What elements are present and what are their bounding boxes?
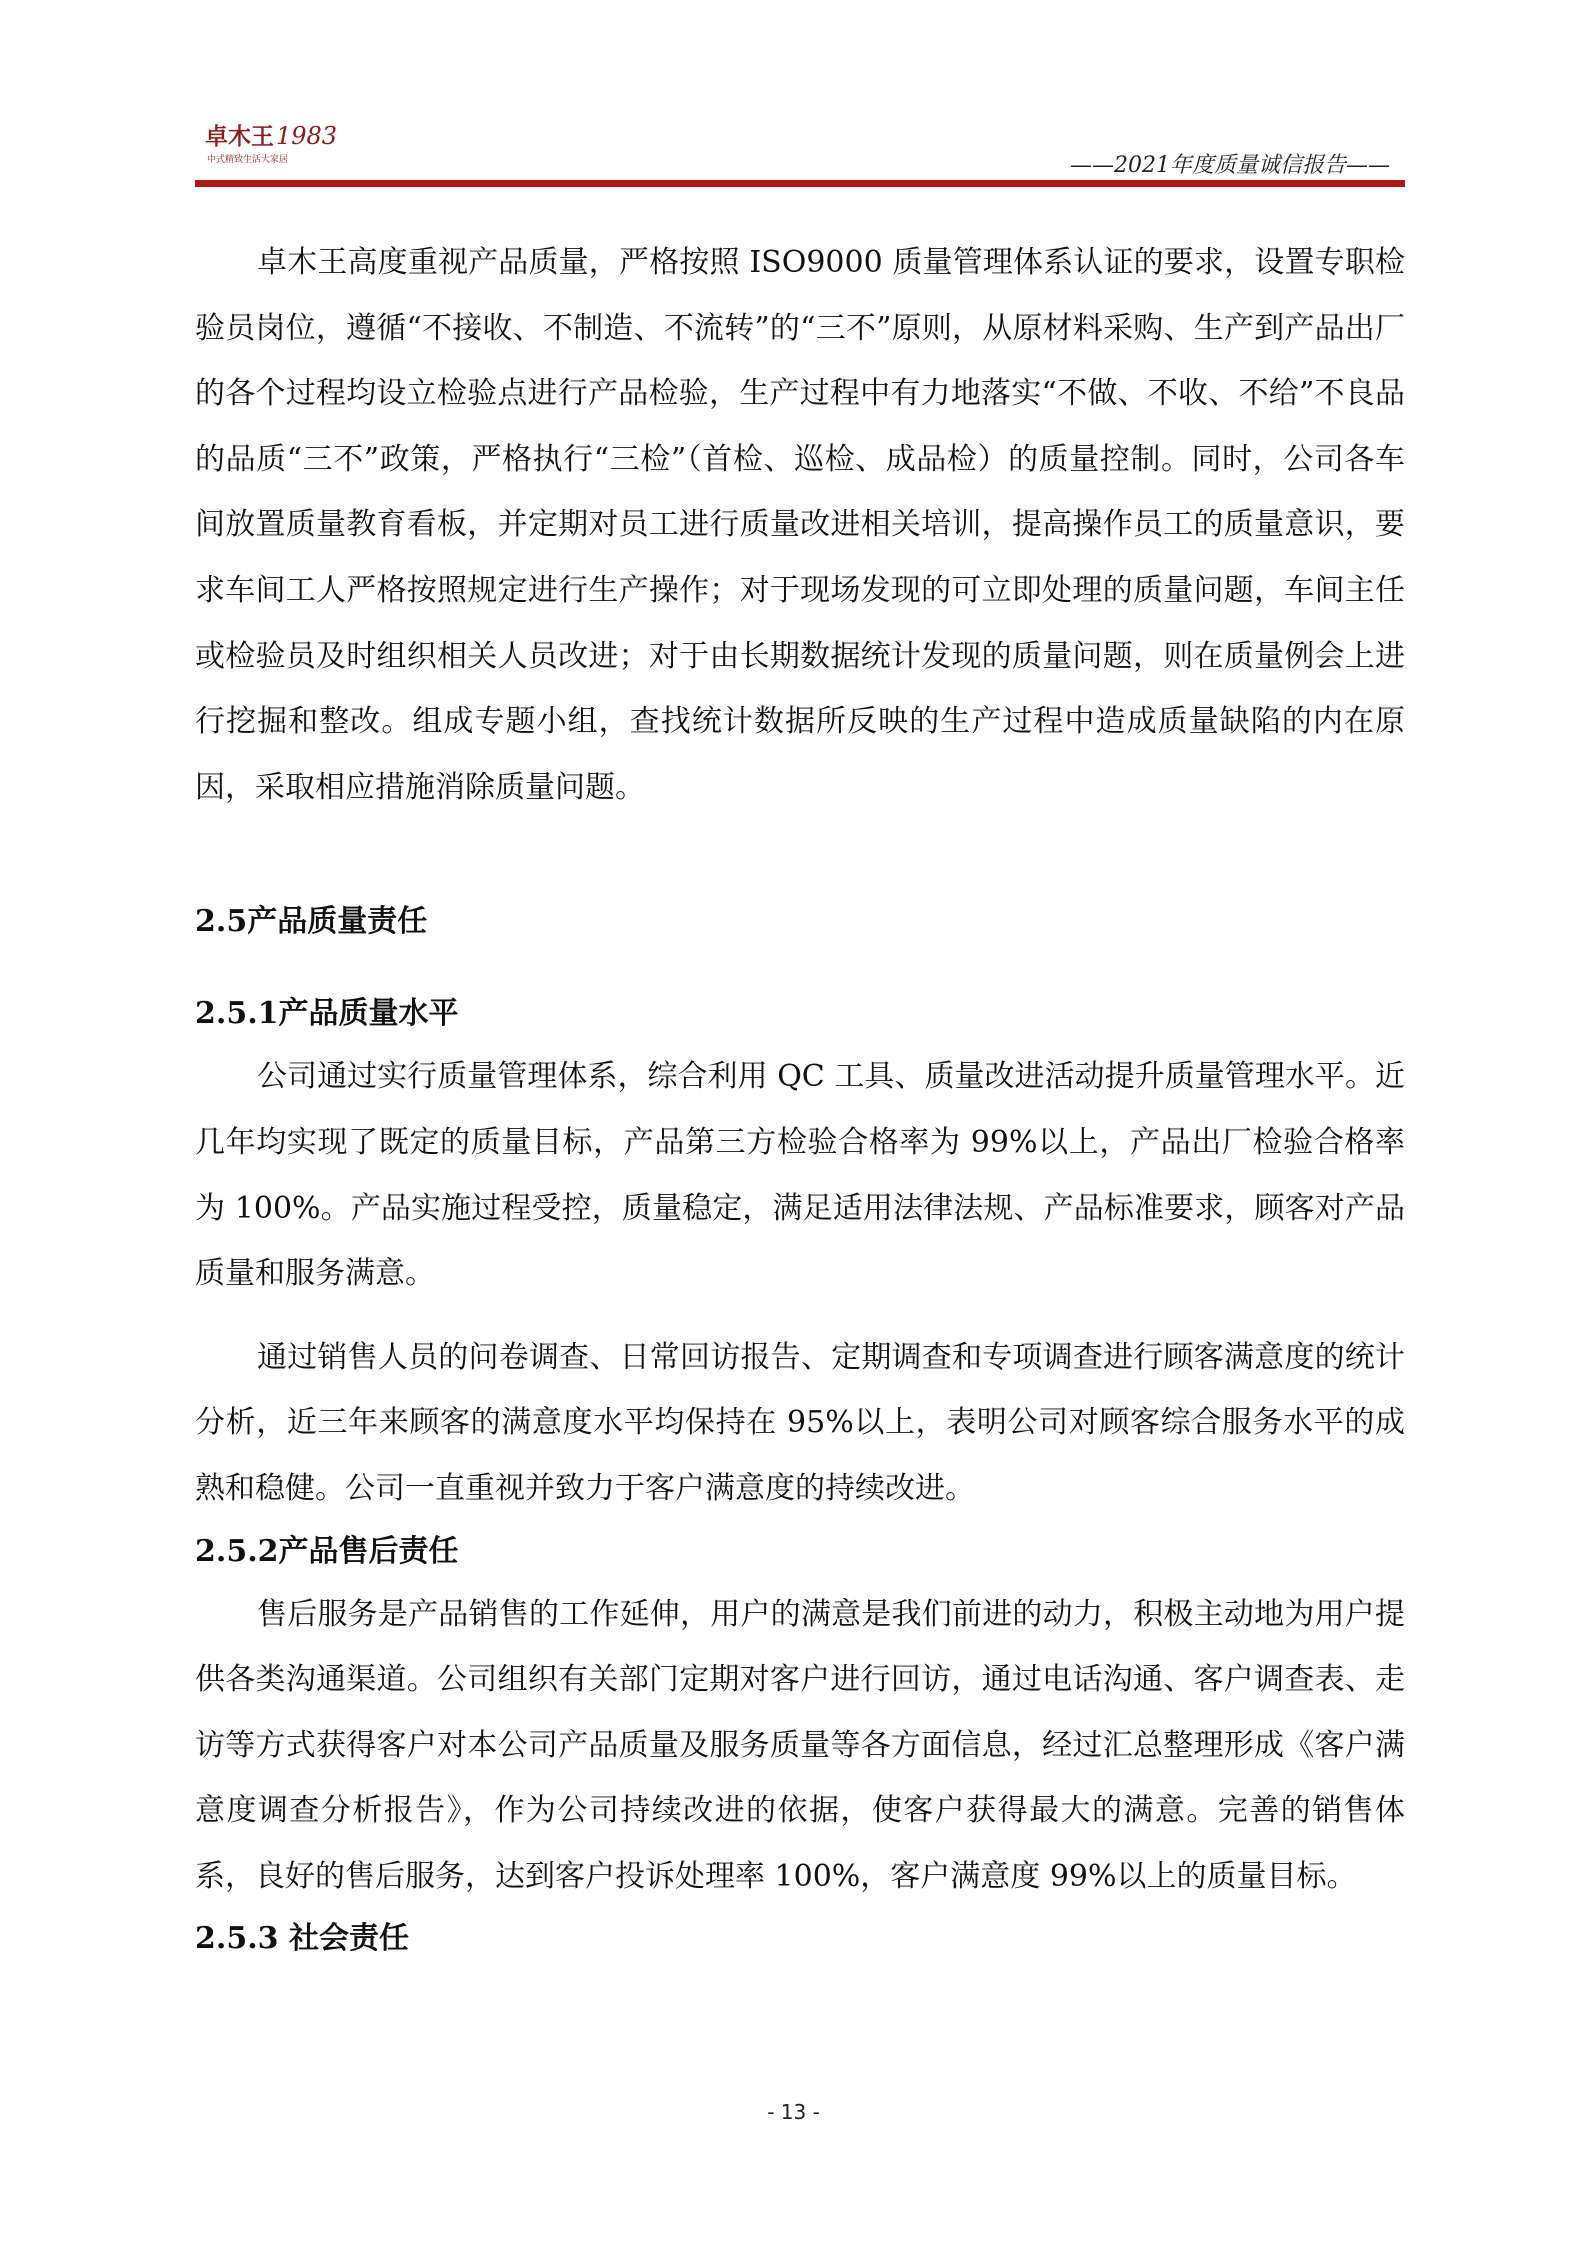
header-rule [195,180,1405,187]
report-title: ——2021年度质量诚信报告—— [1070,153,1390,178]
page-number: - 13 - [767,2100,820,2124]
heading-2-5-1: 2.5.1产品质量水平 [195,996,459,1032]
heading-2-5-3: 2.5.3 社会责任 [195,1921,409,1957]
heading-2-5-2: 2.5.2产品售后责任 [195,1533,459,1569]
paragraph-quality-level: 公司通过实行质量管理体系，综合利用 QC 工具、质量改进活动提升质量管理水平。近几年均实现了既定的质量目标，产品第三方检验合格率为 99%以上，产品出厂检验合格率为 100%。产品实施过程受控，质量稳定，满足适用法律法规、产品标准要求，顾客对产品质量和服务满意。 [195,1059,1405,1292]
page-header [195,110,1405,188]
paragraph-quality-control: 卓木王高度重视产品质量，严格按照 ISO9000 质量管理体系认证的要求，设置专职检验员岗位，遵循“不接收、不制造、不流转”的“三不”原则，从原材料采购、生产到产品出厂的各个过程均设立检验点进行产品检验，生产过程中有力地落实“不做、不收、不给”不良品的品质“三不”政策，严格执行“三检”（首检、巡检、成品检）的质量控制。同时，公司各车间放置质量教育看板，并定期对员工进行质量改进相关培训，提高操作员工的质量意识，要求车间工人严格按照规定进行生产操作；对于现场发现的可立即处理的质量问题，车间主任或检验员及时组织相关人员改进；对于由长期数据统计发现的质量问题，则在质量例会上进行挖掘和整改。组成专题小组，查找统计数据所反映的生产过程中造成质量缺陷的内在原因，采取相应措施消除质量问题。 [195,245,1405,805]
logo-year: 1983 [276,122,338,150]
heading-2-5: 2.5产品质量责任 [195,904,428,940]
company-logo [205,118,355,168]
paragraph-after-sales: 售后服务是产品销售的工作延伸，用户的满意是我们前进的动力，积极主动地为用户提供各类沟通渠道。公司组织有关部门定期对客户进行回访，通过电话沟通、客户调查表、走访等方式获得客户对本公司产品质量及服务质量等各方面信息，经过汇总整理形成《客户满意度调查分析报告》，作为公司持续改进的依据，使客户获得最大的满意。完善的销售体系，良好的售后服务，达到客户投诉处理率 100%，客户满意度 99%以上的质量目标。 [195,1596,1405,1894]
logo-wordmark [205,118,337,151]
page-content [195,230,1405,1969]
paragraph-customer-satisfaction: 通过销售人员的问卷调查、日常回访报告、定期调查和专项调查进行顾客满意度的统计分析，近三年来顾客的满意度水平均保持在 95%以上，表明公司对顾客综合服务水平的成熟和稳健。公司一直重视并致力于客户满意度的持续改进。 [195,1339,1405,1506]
logo-subtitle: 中式精致生活大家居 [207,155,289,165]
logo-text: 卓木王 [205,123,274,150]
